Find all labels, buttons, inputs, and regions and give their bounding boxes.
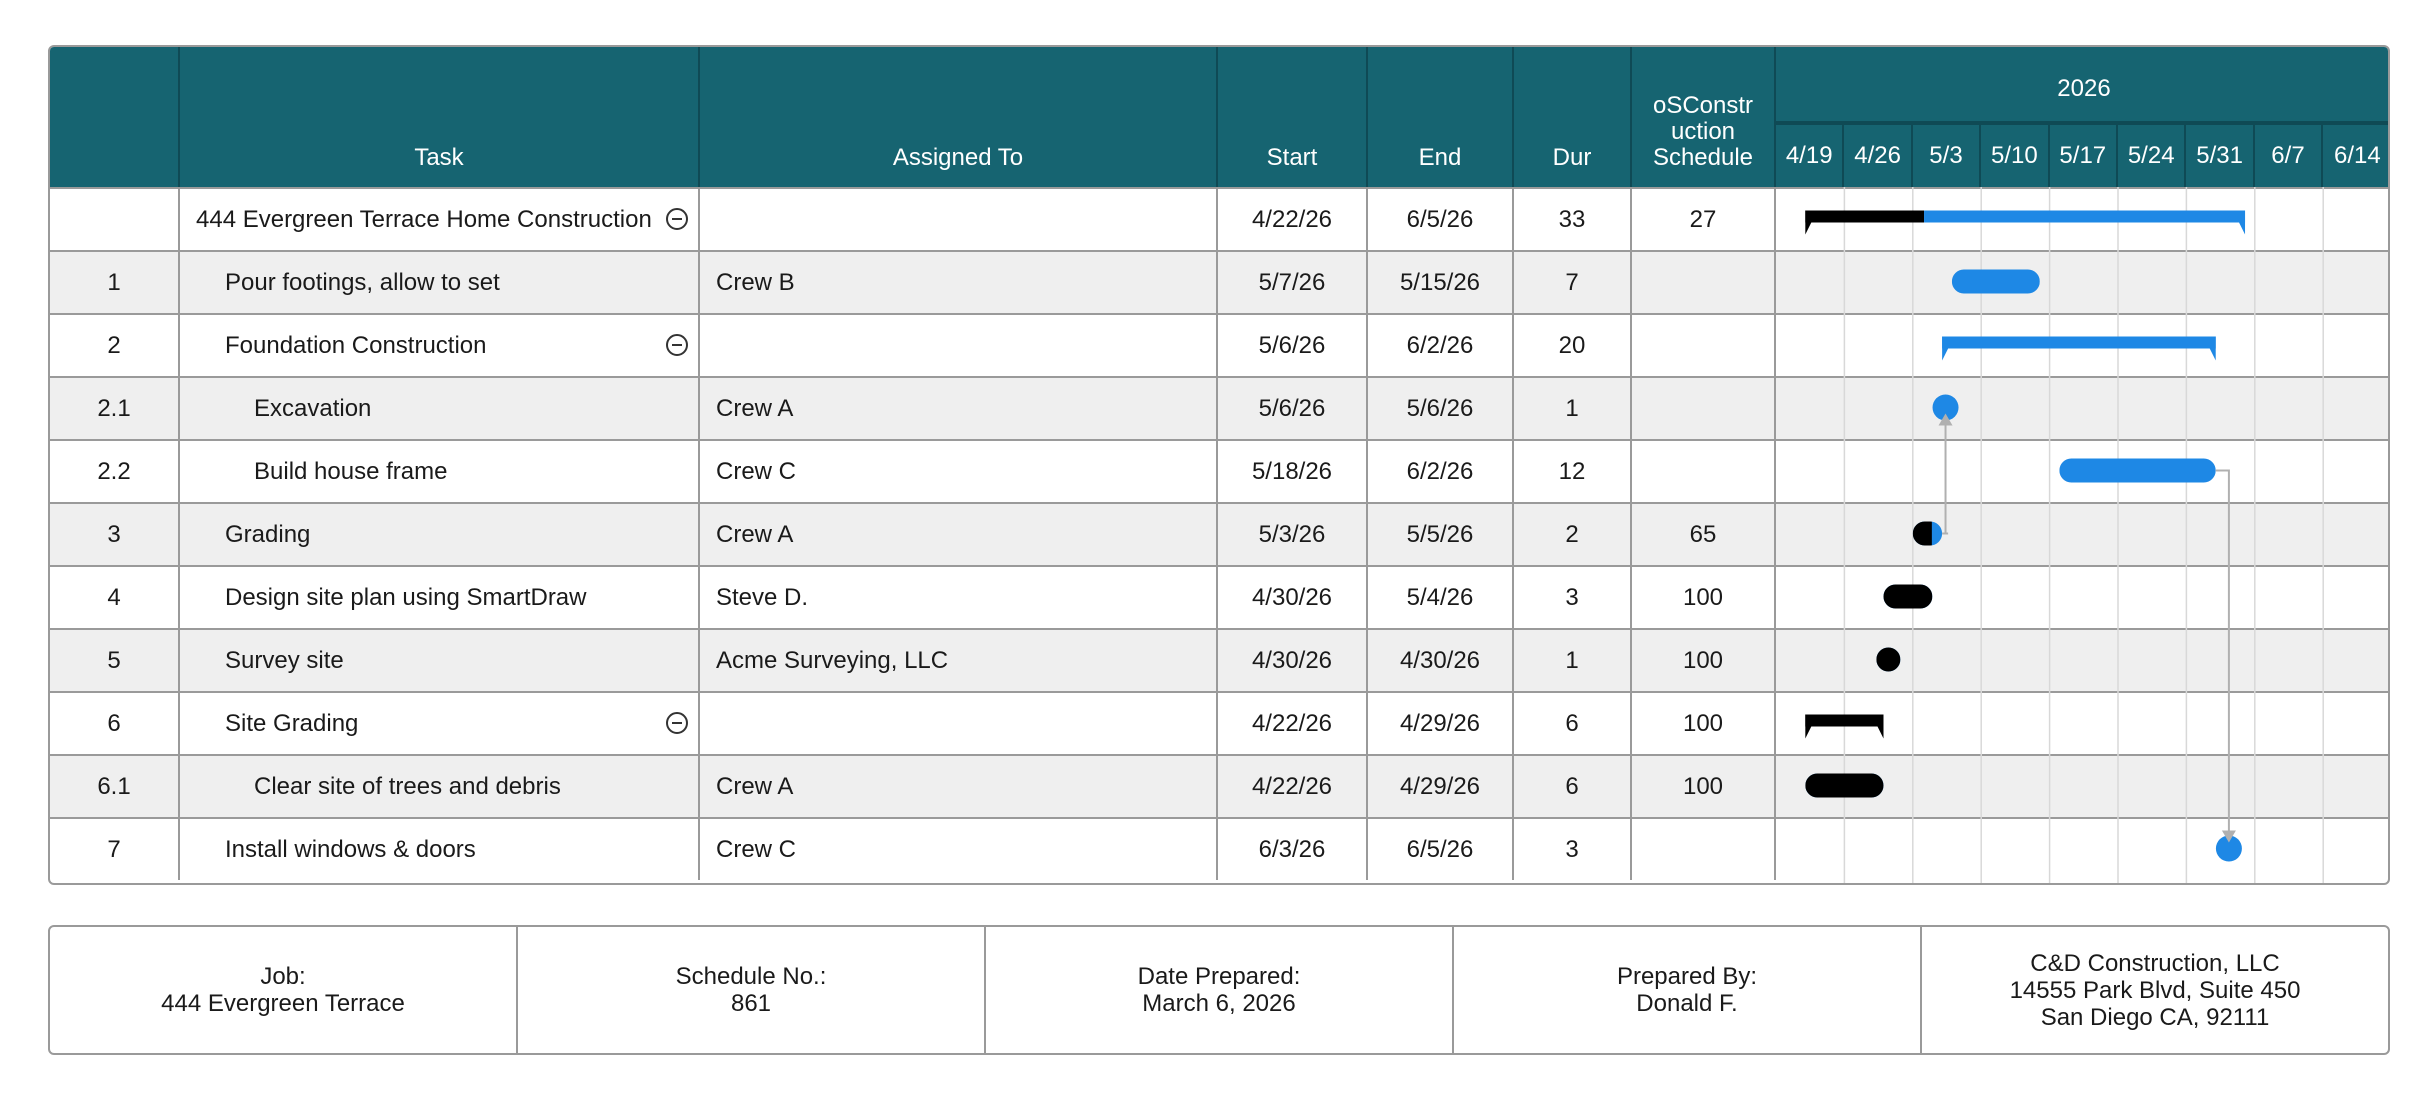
end-date-text: 5/15/26 bbox=[1399, 268, 1481, 296]
assigned-to-text: Crew A bbox=[716, 772, 794, 800]
row-number bbox=[50, 441, 180, 502]
table-row[interactable] bbox=[50, 313, 2388, 376]
task-name-text: Install windows & doors bbox=[225, 835, 476, 863]
start-date bbox=[1218, 189, 1368, 250]
task-name[interactable] bbox=[180, 189, 700, 250]
gantt-table bbox=[48, 45, 2390, 885]
task-name[interactable] bbox=[180, 630, 700, 691]
collapse-icon[interactable] bbox=[666, 712, 688, 734]
task-name[interactable] bbox=[180, 693, 700, 754]
table-row[interactable] bbox=[50, 565, 2388, 628]
row-number-text: 7 bbox=[107, 835, 121, 863]
duration-text: 6 bbox=[1565, 772, 1579, 800]
end-date bbox=[1368, 315, 1514, 376]
footer-date bbox=[986, 927, 1454, 1053]
schedule-value: 861 bbox=[730, 990, 772, 1017]
table-row[interactable] bbox=[50, 754, 2388, 817]
row-number-text: 6 bbox=[107, 709, 121, 737]
row-number-text: 3 bbox=[107, 520, 121, 548]
duration bbox=[1514, 756, 1632, 817]
schedule-label: Schedule No.: bbox=[675, 963, 827, 990]
end-date bbox=[1368, 189, 1514, 250]
percent-complete bbox=[1632, 315, 1776, 376]
duration-text: 33 bbox=[1558, 205, 1586, 233]
header-number bbox=[50, 47, 180, 187]
end-date-text: 4/29/26 bbox=[1399, 772, 1481, 800]
duration-text: 6 bbox=[1565, 709, 1579, 737]
task-name[interactable] bbox=[180, 378, 700, 439]
assigned-to-text: Acme Surveying, LLC bbox=[716, 646, 949, 674]
task-name[interactable] bbox=[180, 567, 700, 628]
start-date bbox=[1218, 693, 1368, 754]
week-header: 4/26 bbox=[1844, 123, 1912, 187]
percent-complete bbox=[1632, 378, 1776, 439]
assigned-to bbox=[700, 252, 1218, 313]
percent-complete-text: 100 bbox=[1682, 646, 1724, 674]
table-row[interactable] bbox=[50, 691, 2388, 754]
week-header: 6/14 bbox=[2323, 123, 2390, 187]
row-number bbox=[50, 693, 180, 754]
end-date bbox=[1368, 630, 1514, 691]
header-start[interactable]: Start bbox=[1218, 47, 1368, 187]
start-date bbox=[1218, 504, 1368, 565]
end-date-text: 6/2/26 bbox=[1406, 457, 1474, 485]
percent-complete bbox=[1632, 819, 1776, 880]
end-date-text: 5/5/26 bbox=[1406, 520, 1474, 548]
task-name-text: Foundation Construction bbox=[225, 331, 487, 359]
row-number bbox=[50, 378, 180, 439]
row-number bbox=[50, 756, 180, 817]
assigned-to-text: Crew A bbox=[716, 394, 794, 422]
duration bbox=[1514, 378, 1632, 439]
row-number bbox=[50, 315, 180, 376]
task-name-text: Site Grading bbox=[225, 709, 359, 737]
week-header: 4/19 bbox=[1776, 123, 1844, 187]
end-date bbox=[1368, 378, 1514, 439]
assigned-to-text: Crew C bbox=[716, 835, 797, 863]
task-name[interactable] bbox=[180, 441, 700, 502]
row-number bbox=[50, 567, 180, 628]
duration bbox=[1514, 504, 1632, 565]
row-number-text: 4 bbox=[107, 583, 121, 611]
end-date bbox=[1368, 441, 1514, 502]
percent-complete bbox=[1632, 252, 1776, 313]
task-name[interactable] bbox=[180, 315, 700, 376]
duration-text: 7 bbox=[1565, 268, 1579, 296]
prepared-label: Prepared By: bbox=[1616, 963, 1758, 990]
week-header: 6/7 bbox=[2255, 123, 2323, 187]
table-row[interactable] bbox=[50, 439, 2388, 502]
start-date-text: 4/30/26 bbox=[1251, 583, 1333, 611]
start-date-text: 6/3/26 bbox=[1258, 835, 1326, 863]
duration-text: 1 bbox=[1565, 646, 1579, 674]
table-row[interactable] bbox=[50, 628, 2388, 691]
row-number-text: 1 bbox=[107, 268, 121, 296]
header-duration[interactable]: Dur bbox=[1514, 47, 1632, 187]
start-date-text: 4/22/26 bbox=[1251, 709, 1333, 737]
collapse-icon[interactable] bbox=[666, 334, 688, 356]
table-row[interactable] bbox=[50, 250, 2388, 313]
duration bbox=[1514, 189, 1632, 250]
row-number bbox=[50, 819, 180, 880]
task-name-text: 444 Evergreen Terrace Home Construction bbox=[196, 205, 652, 233]
duration-text: 3 bbox=[1565, 583, 1579, 611]
duration-text: 2 bbox=[1565, 520, 1579, 548]
start-date-text: 4/30/26 bbox=[1251, 646, 1333, 674]
percent-complete bbox=[1632, 189, 1776, 250]
start-date bbox=[1218, 567, 1368, 628]
percent-complete-text: 100 bbox=[1682, 709, 1724, 737]
percent-complete bbox=[1632, 441, 1776, 502]
start-date bbox=[1218, 630, 1368, 691]
row-number-text: 2 bbox=[107, 331, 121, 359]
end-date bbox=[1368, 504, 1514, 565]
job-label: Job: bbox=[260, 963, 306, 990]
end-date bbox=[1368, 819, 1514, 880]
collapse-icon[interactable] bbox=[666, 208, 688, 230]
duration bbox=[1514, 693, 1632, 754]
company-address: 14555 Park Blvd, Suite 450 bbox=[2009, 976, 2301, 1004]
job-value: 444 Evergreen Terrace bbox=[161, 990, 405, 1017]
percent-complete bbox=[1632, 693, 1776, 754]
assigned-to bbox=[700, 756, 1218, 817]
start-date-text: 5/6/26 bbox=[1258, 331, 1326, 359]
percent-complete-text: 27 bbox=[1689, 205, 1717, 233]
task-name-text: Build house frame bbox=[254, 457, 448, 485]
duration bbox=[1514, 630, 1632, 691]
row-number bbox=[50, 504, 180, 565]
percent-complete-text: 100 bbox=[1682, 583, 1724, 611]
table-row[interactable] bbox=[50, 376, 2388, 439]
row-number-text: 6.1 bbox=[97, 772, 131, 800]
company-name: C&D Construction, LLC bbox=[2030, 949, 2280, 977]
task-name[interactable] bbox=[180, 252, 700, 313]
end-date-text: 6/5/26 bbox=[1406, 835, 1474, 863]
row-number bbox=[50, 252, 180, 313]
start-date bbox=[1218, 252, 1368, 313]
task-name[interactable] bbox=[180, 756, 700, 817]
week-header: 5/10 bbox=[1981, 123, 2049, 187]
prepared-value: Donald F. bbox=[1636, 990, 1738, 1017]
task-name-text: Pour footings, allow to set bbox=[225, 268, 500, 296]
assigned-to bbox=[700, 189, 1218, 250]
duration-text: 3 bbox=[1565, 835, 1579, 863]
end-date-text: 5/6/26 bbox=[1406, 394, 1474, 422]
start-date-text: 4/22/26 bbox=[1251, 205, 1333, 233]
start-date bbox=[1218, 756, 1368, 817]
duration-text: 20 bbox=[1558, 331, 1586, 359]
assigned-to bbox=[700, 441, 1218, 502]
percent-complete bbox=[1632, 504, 1776, 565]
assigned-to-text: Crew B bbox=[716, 268, 795, 296]
start-date bbox=[1218, 819, 1368, 880]
end-date-text: 4/29/26 bbox=[1399, 709, 1481, 737]
row-number bbox=[50, 189, 180, 250]
week-header: 5/24 bbox=[2118, 123, 2186, 187]
task-name[interactable] bbox=[180, 819, 700, 880]
header-task[interactable]: Task bbox=[180, 47, 700, 187]
percent-complete bbox=[1632, 756, 1776, 817]
task-name-text: Excavation bbox=[254, 394, 372, 422]
header-assigned[interactable]: Assigned To bbox=[700, 47, 1218, 187]
task-name-text: Survey site bbox=[225, 646, 344, 674]
company-city: San Diego CA, 92111 bbox=[2040, 1003, 2270, 1031]
end-date bbox=[1368, 756, 1514, 817]
assigned-to bbox=[700, 378, 1218, 439]
week-header: 5/17 bbox=[2050, 123, 2118, 187]
duration-text: 1 bbox=[1565, 394, 1579, 422]
start-date bbox=[1218, 378, 1368, 439]
header-end[interactable]: End bbox=[1368, 47, 1514, 187]
assigned-to-text: Steve D. bbox=[716, 583, 809, 611]
footer-job bbox=[50, 927, 518, 1053]
header-year: 2026 bbox=[1776, 47, 2390, 123]
assigned-to-text: Crew A bbox=[716, 520, 794, 548]
end-date-text: 6/2/26 bbox=[1406, 331, 1474, 359]
assigned-to bbox=[700, 630, 1218, 691]
table-row[interactable] bbox=[50, 817, 2388, 880]
end-date-text: 4/30/26 bbox=[1399, 646, 1481, 674]
percent-complete-text: 65 bbox=[1689, 520, 1717, 548]
duration bbox=[1514, 315, 1632, 376]
start-date-text: 5/18/26 bbox=[1251, 457, 1333, 485]
end-date bbox=[1368, 693, 1514, 754]
end-date-text: 5/4/26 bbox=[1406, 583, 1474, 611]
end-date-text: 6/5/26 bbox=[1406, 205, 1474, 233]
assigned-to bbox=[700, 504, 1218, 565]
week-header: 5/31 bbox=[2186, 123, 2254, 187]
assigned-to-text: Crew C bbox=[716, 457, 797, 485]
row-number-text: 2.1 bbox=[97, 394, 131, 422]
table-row[interactable] bbox=[50, 187, 2388, 250]
percent-complete bbox=[1632, 567, 1776, 628]
row-number-text: 2.2 bbox=[97, 457, 131, 485]
end-date bbox=[1368, 567, 1514, 628]
footer-schedule-no bbox=[518, 927, 986, 1053]
percent-complete bbox=[1632, 630, 1776, 691]
week-header: 5/3 bbox=[1913, 123, 1981, 187]
duration bbox=[1514, 567, 1632, 628]
date-value: March 6, 2026 bbox=[1142, 990, 1296, 1017]
task-name-text: Design site plan using SmartDraw bbox=[225, 583, 587, 611]
row-number bbox=[50, 630, 180, 691]
schedule-footer bbox=[48, 925, 2390, 1055]
footer-prepared bbox=[1454, 927, 1922, 1053]
assigned-to bbox=[700, 693, 1218, 754]
percent-complete-text: 100 bbox=[1682, 772, 1724, 800]
task-name-text: Grading bbox=[225, 520, 311, 548]
assigned-to bbox=[700, 315, 1218, 376]
start-date bbox=[1218, 441, 1368, 502]
date-label: Date Prepared: bbox=[1137, 963, 1301, 990]
duration-text: 12 bbox=[1558, 457, 1586, 485]
start-date-text: 5/3/26 bbox=[1258, 520, 1326, 548]
assigned-to bbox=[700, 819, 1218, 880]
duration bbox=[1514, 441, 1632, 502]
header-schedule[interactable]: oSConstr uction Schedule bbox=[1632, 47, 1776, 187]
task-name-text: Clear site of trees and debris bbox=[254, 772, 561, 800]
duration bbox=[1514, 819, 1632, 880]
duration bbox=[1514, 252, 1632, 313]
footer-company bbox=[1922, 927, 2388, 1053]
start-date-text: 5/7/26 bbox=[1258, 268, 1326, 296]
start-date-text: 5/6/26 bbox=[1258, 394, 1326, 422]
assigned-to bbox=[700, 567, 1218, 628]
task-name[interactable] bbox=[180, 504, 700, 565]
table-row[interactable] bbox=[50, 502, 2388, 565]
start-date bbox=[1218, 315, 1368, 376]
end-date bbox=[1368, 252, 1514, 313]
row-number-text: 5 bbox=[107, 646, 121, 674]
start-date-text: 4/22/26 bbox=[1251, 772, 1333, 800]
